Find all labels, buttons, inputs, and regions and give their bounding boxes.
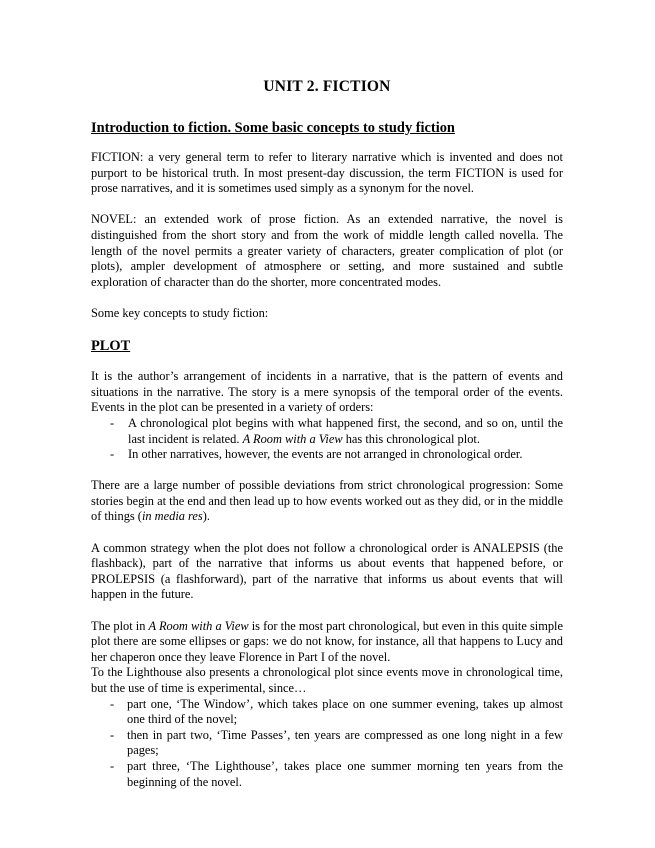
paragraph-text: ). [202, 509, 210, 524]
list-item [91, 759, 563, 790]
paragraph-deviations [91, 478, 563, 525]
book-title: A Room with a View [242, 431, 343, 446]
italic-term: in media res [141, 509, 203, 524]
dash-bullet: - [110, 758, 115, 773]
plot-orders-list [91, 416, 563, 463]
paragraph-text: There are a large number of possible deviations from strict chronological progression: Some stories begin at the end and then lead up to how events worked out as they did, or in the middle of things ( [91, 478, 563, 524]
list-item-text: In other narratives, however, the events are not arranged in chronological order. [128, 447, 523, 462]
section-subtitle: Introduction to fiction. Some basic concepts to study fiction [91, 120, 455, 136]
paragraph-key-concepts: Some key concepts to study fiction: [91, 305, 269, 320]
paragraph-analepsis-prolepsis: A common strategy when the plot does not follow a chronological order is ANALEPSIS (the flashback), part of the narrative that informs us about events that happened before, or PROLEPSIS (a flashforward), part of the narrative that informs us about events that will happen in the future. [91, 540, 563, 602]
dash-bullet: - [110, 727, 115, 742]
paragraph-novel-definition: NOVEL: an extended work of prose fiction. As an extended narrative, the novel is distinguished from the short story and from the work of middle length called novella. The length of the novel permits a greater variety of characters, greater complication of plot (or plots), ampler development of atmosphere or setting, and more sustained and subtle exploration of character than do the shorter, more concentrated modes. [91, 212, 563, 289]
list-item [91, 728, 563, 759]
paragraph-to-the-lighthouse: To the Lighthouse also presents a chronological plot since events move in chronological time, but the use of time is experimental, since… [91, 665, 563, 695]
page-title: UNIT 2. FICTION [263, 78, 391, 95]
paragraph-plot-definition: It is the author’s arrangement of incidents in a narrative, that is the pattern of events and situations in the narrative. The story is a mere synopsis of the temporal order of the events. Events in the plot can be presented in a variety of orders: [91, 369, 563, 415]
list-item-text: has this chronological plot. [342, 431, 480, 446]
book-title: A Room with a View [148, 618, 249, 633]
list-item [91, 416, 563, 447]
list-item [91, 697, 563, 728]
list-item-text: part three, ‘The Lighthouse’, takes place one summer morning ten years from the beginning of the novel. [127, 758, 563, 789]
paragraph-room-with-a-view [91, 619, 563, 666]
paragraph-text: The plot in [91, 618, 149, 633]
lighthouse-parts-list [91, 697, 563, 791]
dash-bullet: - [110, 447, 115, 462]
document-body [91, 150, 563, 806]
plot-heading: PLOT [91, 338, 131, 355]
dash-bullet: - [110, 415, 115, 430]
list-item-text: then in part two, ‘Time Passes’, ten years are compressed as one long night in a few pages; [127, 727, 563, 758]
paragraph-fiction-definition: FICTION: a very general term to refer to literary narrative which is invented and does not purport to be historical truth. In most present-day discussion, the term FICTION is used for prose narratives, and it is sometimes used simply as a synonym for the novel. [91, 150, 563, 196]
list-item [91, 447, 563, 463]
list-item-text: part one, ‘The Window’, which takes place on one summer evening, takes up almost one third of the novel; [127, 696, 563, 727]
list-item-text: A chronological plot begins with what happened first, the second, and so on, until the last incident is related. [128, 415, 563, 446]
dash-bullet: - [110, 696, 115, 711]
paragraph-text: is for the most part chronological, but even in this quite simple plot there are some ellipses or gaps: we do not know, for instance, all that happens to Lucy and her chaperon once they leave Florence in Part I of the novel. [91, 618, 563, 664]
